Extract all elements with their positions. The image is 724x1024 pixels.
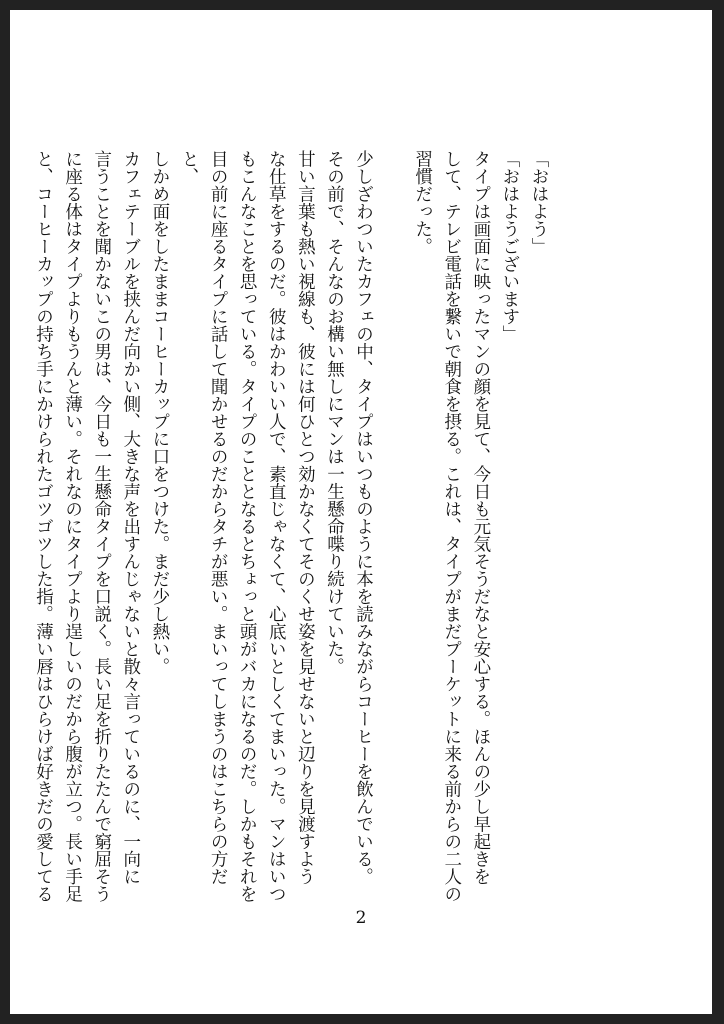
paragraph-gap: [378, 150, 408, 910]
text-line: 「おはようございます」: [499, 150, 520, 343]
vertical-text-body: [28, 150, 553, 910]
text-line: 「おはよう」: [529, 150, 549, 255]
text-line: 目の前に座るタイプに話して聞かせるのだからタチが悪い。まいってしまうのはこちらの方だと、: [178, 150, 229, 885]
page-number: 2: [355, 908, 367, 928]
text-line: な仕草をするのだ。彼はかわいい人で、素直じゃなくて、心底いとしくてまいった。マンはいつ: [266, 150, 287, 903]
text-line: 甘い言葉も熱い視線も、彼には何ひとつ効かなくてそのくせ姿を見せないと辺りを見渡すよう: [295, 150, 316, 885]
text-line: カフェテーブルを挟んだ向かい側、大きな声を出すんじゃないと散々言っているのに、一向に: [120, 150, 141, 885]
book-page: [10, 10, 712, 1014]
text-line: タイプは画面に映ったマンの顔を見て、今日も元気そうだなと安心する。ほんの少し早起きを: [470, 150, 491, 885]
text-line: と、コーヒーカップの持ち手にかけられたゴツゴツした指。薄い唇はひらけば好きだの愛してる: [33, 150, 54, 903]
text-line: して、テレビ電話を繋いで朝食を摂る。これは、タイプがまだプーケットに来る前からの二人の: [441, 150, 462, 903]
text-line: 言うことを聞かないこの男は、今日も一生懸命タイプを口説く。長い足を折りたたんで窮屈そう: [91, 150, 112, 903]
text-line: もこんなことを思っている。タイプのこととなるとちょっと頭がバカになるのだ。しかもそれを: [237, 150, 258, 903]
text-line: しかめ面をしたままコーヒーカップに口をつけた。まだ少し熱い。: [149, 150, 170, 675]
text-line: に座る体はタイプよりもうんと薄い。それなのにタイプより逞しいのだから腹が立つ。長い手足: [62, 150, 83, 903]
text-line: その前で、そんなのお構い無しにマンは一生懸命喋り続けていた。: [324, 150, 345, 675]
text-line: 習慣だった。: [412, 150, 433, 255]
text-line: 少しざわついたカフェの中、タイプはいつものように本を読みながらコーヒーを飲んでいる。: [353, 150, 374, 885]
